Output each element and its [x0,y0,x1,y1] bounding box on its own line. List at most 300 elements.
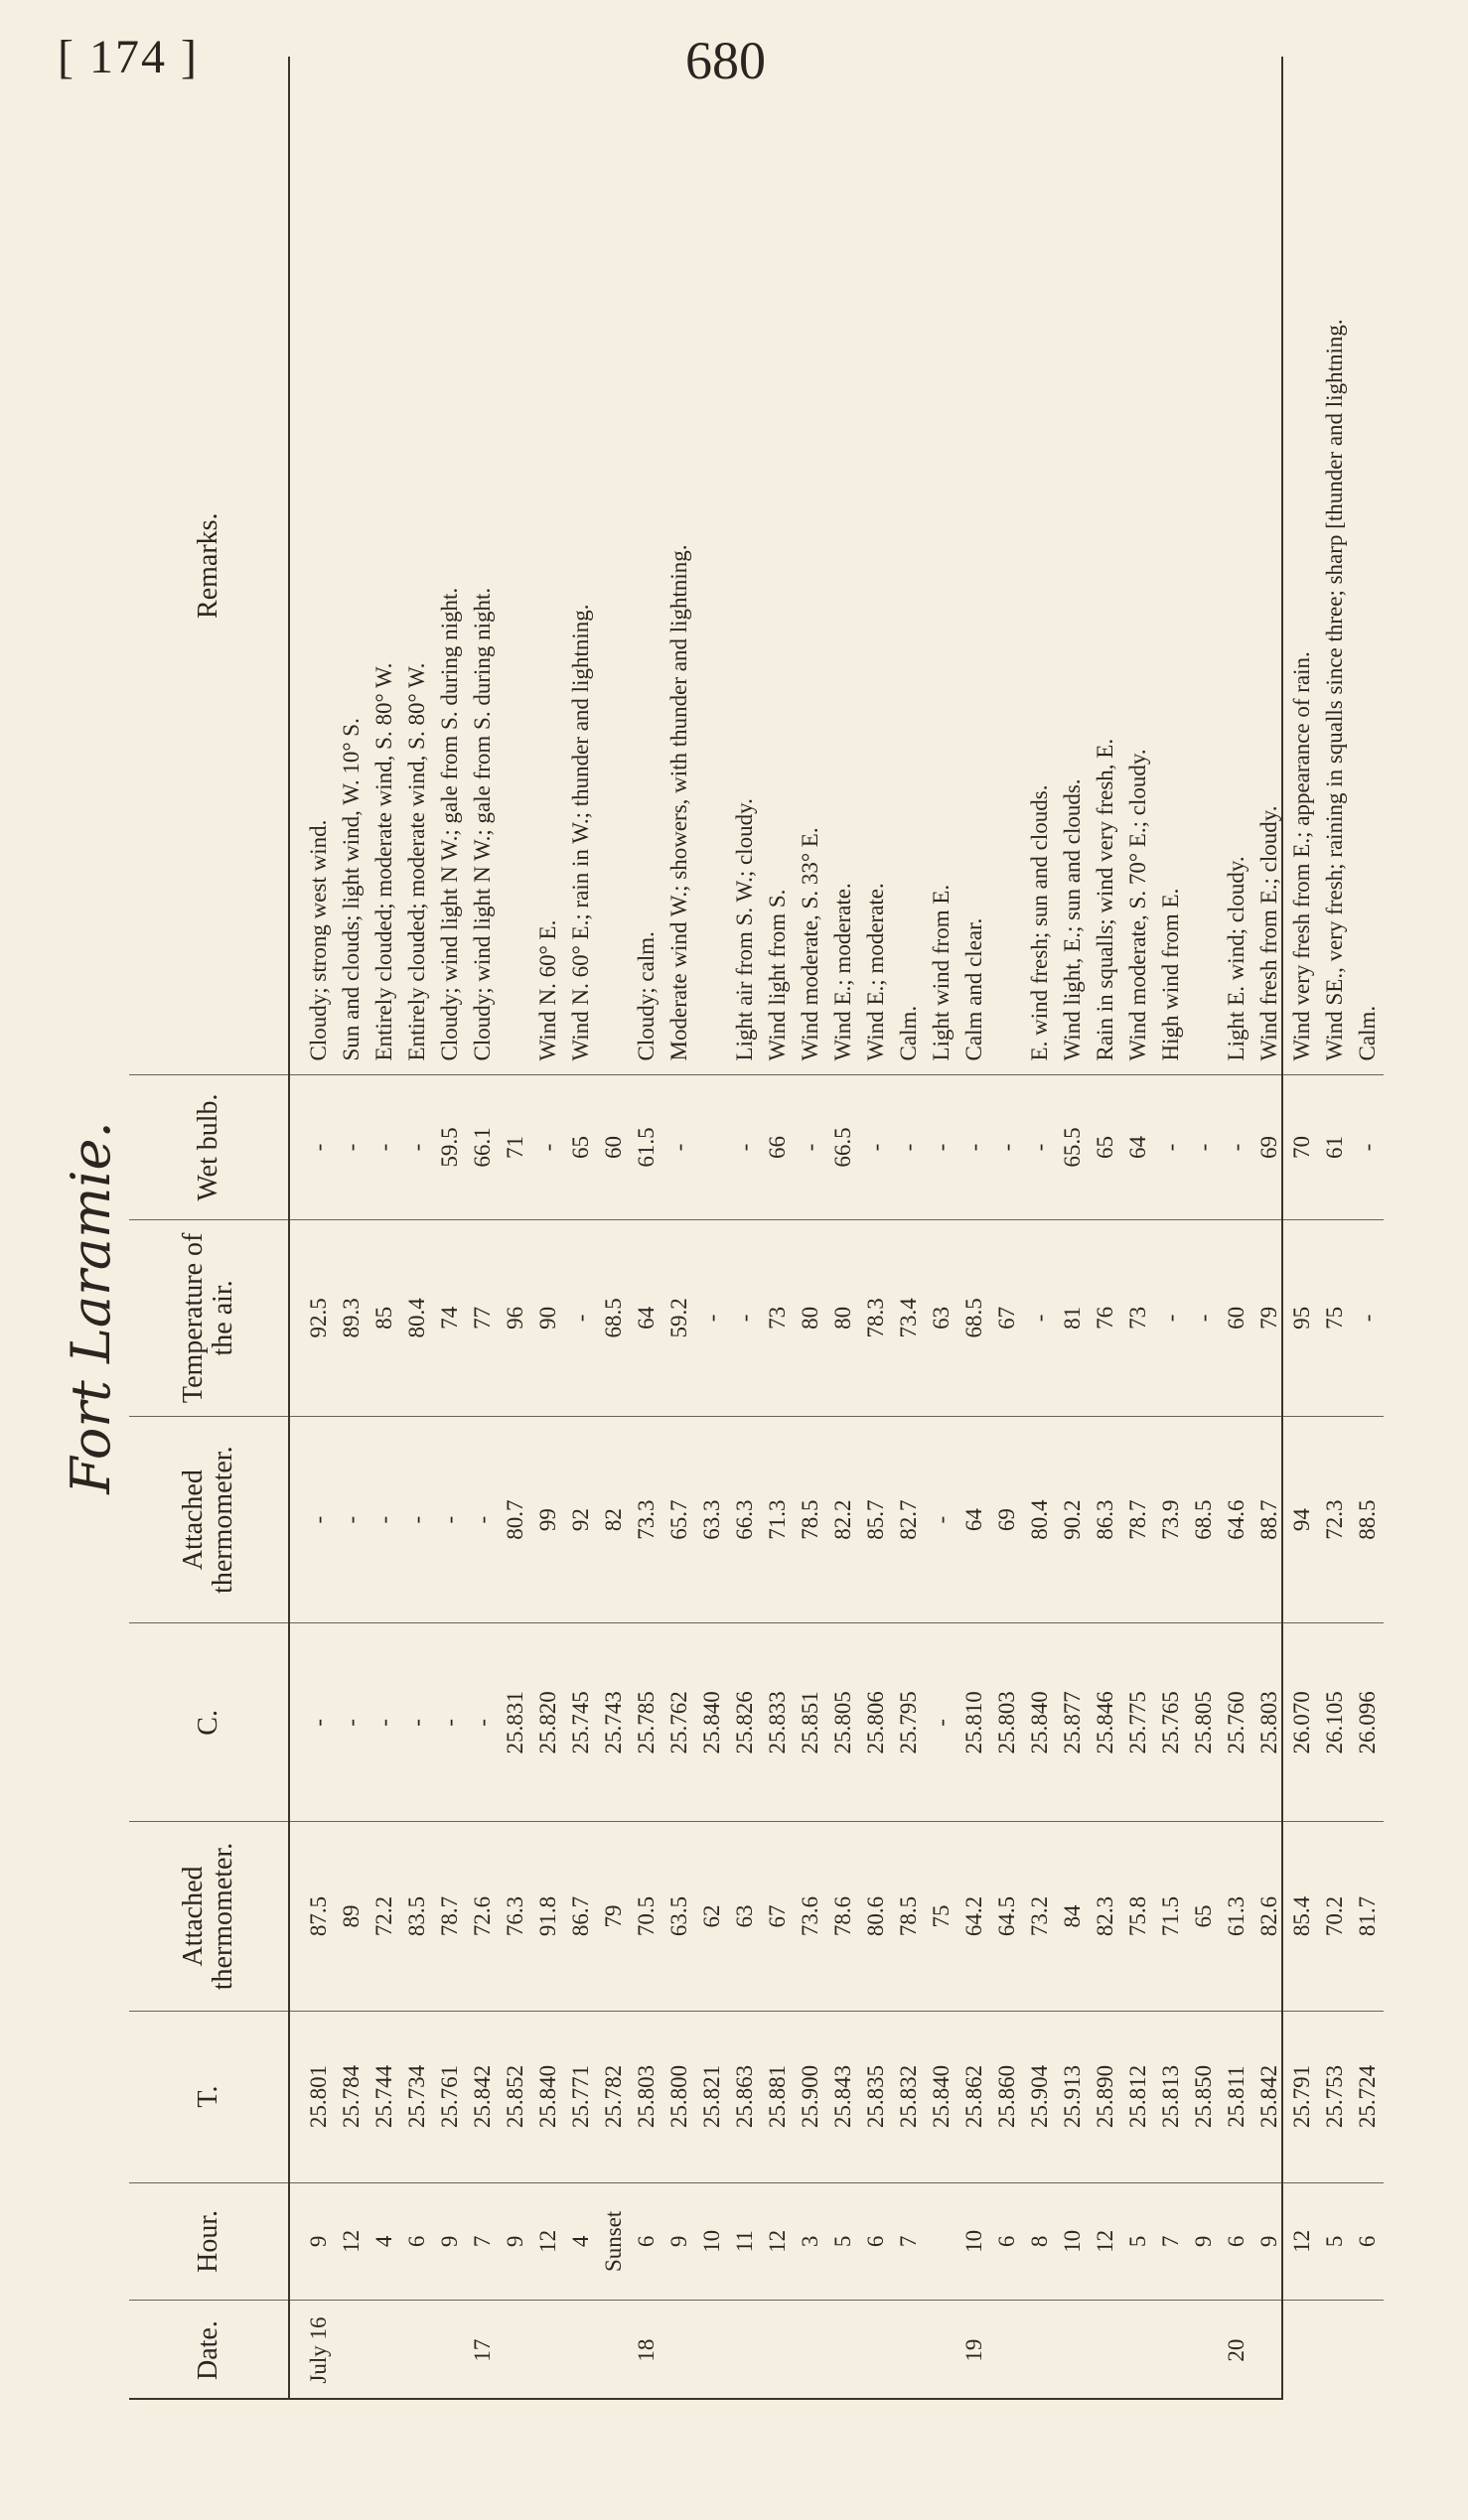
cell [695,1075,728,1219]
cell: 82.6 [1252,1822,1285,2011]
cell [597,2301,630,2400]
table-row [1220,57,1252,2400]
cell: 25.850 [1187,2011,1220,2182]
table-row [1154,57,1187,2400]
cell: 73.3 [630,1417,662,1623]
cell: 71 [499,1075,531,1219]
cell: 86.7 [564,1822,597,2011]
cell: 82.3 [1089,1822,1121,2011]
cell: - [1187,1219,1220,1416]
cell: 67 [761,1822,794,2011]
cell: - [1351,1075,1384,1219]
cell: 19 [961,2338,986,2362]
cell: 25.877 [1056,1623,1089,1822]
cell: - [400,1417,433,1623]
cell: 25.842 [466,2011,499,2182]
cell: 25.840 [1023,1623,1056,1822]
cell: - [1351,1219,1384,1416]
cell: Wind moderate, S. 33° E. [794,57,826,1075]
cell: Wind fresh from E.; cloudy. [1252,57,1285,1075]
cell: - [367,1417,400,1623]
cell: - [335,1075,367,1219]
cell: - [662,1075,695,1219]
cell [564,2301,597,2400]
cell: - [925,1417,957,1623]
cell: 78.7 [1121,1417,1154,1623]
cell: 63.3 [695,1417,728,1623]
cell [990,57,1023,1075]
cell: 25.812 [1121,2011,1154,2182]
cell: 25.840 [925,2011,957,2182]
cell: 69 [990,1417,1023,1623]
cell: Light air from S. W.; cloudy. [728,57,761,1075]
cell: 64 [630,1219,662,1416]
cell: 71.3 [761,1417,794,1623]
cell: - [892,1075,925,1219]
cell: 5 [826,2182,859,2301]
table-row [761,57,794,2400]
cell: 90.2 [1056,1417,1089,1623]
cell: 70 [1285,1075,1318,1219]
cell [1121,2301,1154,2400]
cell: 12 [335,2182,367,2301]
cell [990,2301,1023,2400]
cell: 25.813 [1154,2011,1187,2182]
cell: 82 [597,1417,630,1623]
cell: - [925,1075,957,1219]
cell: 69 [1252,1075,1285,1219]
cell: Cloudy; calm. [630,57,662,1075]
cell [335,2301,367,2400]
cell: 5 [1318,2182,1351,2301]
cell: 12 [531,2182,564,2301]
cell [695,57,728,1075]
cell [367,2301,400,2400]
cell: 6 [990,2182,1023,2301]
cell: 25.806 [859,1623,892,1822]
cell: 92 [564,1417,597,1623]
cell: 72.2 [367,1822,400,2011]
cell: 99 [531,1417,564,1623]
cell: 25.846 [1089,1623,1121,1822]
cell: Sun and clouds; light wind, W. 10° S. [335,57,367,1075]
cell: 25.881 [761,2011,794,2182]
cell: 6 [1351,2182,1384,2301]
cell: 88.5 [1351,1417,1384,1623]
cell: 25.842 [1252,2011,1285,2182]
cell: 66.3 [728,1417,761,1623]
cell: - [400,1623,433,1822]
cell: 61 [1318,1075,1351,1219]
cell: - [925,1623,957,1822]
cell [1285,2301,1318,2400]
cell: 61.3 [1220,1822,1252,2011]
cell: 9 [433,2182,466,2301]
cell: 77 [466,1219,499,1416]
col-temperature-air-header: Temperature of the air. [129,1219,289,1416]
cell [499,57,531,1075]
cell: - [531,1075,564,1219]
cell [1154,2301,1187,2400]
cell: 95 [1285,1219,1318,1416]
cell: - [367,1075,400,1219]
cell: - [1154,1075,1187,1219]
cell: 72.6 [466,1822,499,2011]
cell [925,2301,957,2400]
table-row [1023,57,1056,2400]
cell: 78.7 [433,1822,466,2011]
cell: 80.6 [859,1822,892,2011]
cell: Entirely clouded; moderate wind, S. 80° W. [400,57,433,1075]
cell: 25.840 [695,1623,728,1822]
table-row [400,57,433,2400]
cell: Wind moderate, S. 70° E.; cloudy. [1121,57,1154,1075]
col-attached-thermometer-header: Attached thermometer. [129,1822,289,2011]
table-row [1056,57,1089,2400]
table-row [1089,57,1121,2400]
col-attached-thermometer-2-header: Attached thermometer. [129,1417,289,1623]
cell: - [1187,1075,1220,1219]
cell: 25.835 [859,2011,892,2182]
table-row [597,57,630,2400]
cell: - [400,1075,433,1219]
cell: 25.734 [400,2011,433,2182]
cell: 73.9 [1154,1417,1187,1623]
cell [1056,2301,1089,2400]
cell: Light wind from E. [925,57,957,1075]
table-row [367,57,400,2400]
cell: - [1023,1075,1056,1219]
cell: Wind N. 60° E. [531,57,564,1075]
cell: 75 [1318,1219,1351,1416]
cell: 63.5 [662,1822,695,2011]
cell: 74 [433,1219,466,1416]
table-row [957,57,990,2400]
cell: 7 [1154,2182,1187,2301]
cell: 85 [367,1219,400,1416]
cell: - [990,1075,1023,1219]
cell: - [433,1417,466,1623]
table-row [1285,57,1318,2400]
cell: - [289,1075,335,1219]
cell [826,2301,859,2400]
cell: 79 [1252,1219,1285,1416]
cell: 67 [990,1219,1023,1416]
table-row [335,57,367,2400]
cell: Wind E.; moderate. [826,57,859,1075]
cell: Cloudy; strong west wind. [289,57,335,1075]
cell [859,2301,892,2400]
cell: 25.860 [990,2011,1023,2182]
cell: 81 [1056,1219,1089,1416]
cell: 66 [761,1075,794,1219]
cell: 25.795 [892,1623,925,1822]
cell: 65 [564,1075,597,1219]
cell: Cloudy; wind light N W.; gale from S. during night. [433,57,466,1075]
table-row [289,57,335,2400]
table-row [925,57,957,2400]
table-row [892,57,925,2400]
cell: 25.821 [695,2011,728,2182]
cell: 25.745 [564,1623,597,1822]
cell: 89.3 [335,1219,367,1416]
col-wet-bulb-header: Wet bulb. [129,1075,289,1219]
cell: 60 [1220,1219,1252,1416]
cell: - [564,1219,597,1416]
cell: 88.7 [1252,1417,1285,1623]
cell: Sunset [597,2182,630,2301]
cell [531,2301,564,2400]
cell: 25.801 [289,2011,335,2182]
cell: 25.803 [1252,1623,1285,1822]
cell: 12 [1089,2182,1121,2301]
cell [1187,57,1220,1075]
table-row [1187,57,1220,2400]
table-row [1121,57,1154,2400]
cell: 78.6 [826,1822,859,2011]
cell: 81.7 [1351,1822,1384,2011]
cell: 63 [925,1219,957,1416]
cell: 25.863 [728,2011,761,2182]
handwritten-page-number: 680 [685,31,766,90]
cell: 25.913 [1056,2011,1089,2182]
table-row [433,57,466,2400]
cell: 90 [531,1219,564,1416]
cell: 18 [634,2338,659,2362]
cell: 65.5 [1056,1075,1089,1219]
page-number: [ 174 ] [58,31,199,83]
cell [761,2301,794,2400]
cell: 84 [1056,1822,1089,2011]
cell: 68.5 [957,1219,990,1416]
cell: 6 [400,2182,433,2301]
cell [433,2301,466,2400]
cell: 70.2 [1318,1822,1351,2011]
cell: 25.762 [662,1623,695,1822]
table-row [826,57,859,2400]
cell: 78.5 [794,1417,826,1623]
cell: Wind N. 60° E.; rain in W.; thunder and lightning. [564,57,597,1075]
cell: Wind light, E.; sun and clouds. [1056,57,1089,1075]
cell: 25.811 [1220,2011,1252,2182]
cell: 25.832 [892,2011,925,2182]
cell: 4 [367,2182,400,2301]
col-date-header: Date. [129,2301,289,2400]
cell: 80 [794,1219,826,1416]
cell: 75 [925,1822,957,2011]
cell: 9 [662,2182,695,2301]
cell: 25.900 [794,2011,826,2182]
cell: 59.5 [433,1075,466,1219]
cell: 92.5 [289,1219,335,1416]
cell: 25.803 [630,2011,662,2182]
cell: 25.785 [630,1623,662,1822]
cell: 25.810 [957,1623,990,1822]
cell: Light E. wind; cloudy. [1220,57,1252,1075]
cell: 9 [1252,2182,1285,2301]
cell: Calm. [1351,57,1384,1075]
cell: 75.8 [1121,1822,1154,2011]
table-title: Fort Laramie. [60,1121,122,1494]
cell: 64.6 [1220,1417,1252,1623]
cell: 25.784 [335,2011,367,2182]
cell: 71.5 [1154,1822,1187,2011]
cell: 80.7 [499,1417,531,1623]
cell: 86.3 [1089,1417,1121,1623]
cell [925,2182,957,2301]
cell: 64 [1121,1075,1154,1219]
cell: 85.7 [859,1417,892,1623]
cell: 66.1 [466,1075,499,1219]
cell: 70.5 [630,1822,662,2011]
cell: 17 [470,2338,495,2362]
cell: Wind E.; moderate. [859,57,892,1075]
observation-table [129,57,1384,2400]
cell: 73 [1121,1219,1154,1416]
cell: - [289,1417,335,1623]
table-body [289,57,1384,2400]
cell: 82.7 [892,1417,925,1623]
cell: 83.5 [400,1822,433,2011]
cell [794,2301,826,2400]
cell: 26.070 [1285,1623,1318,1822]
table-row [695,57,728,2400]
cell: - [957,1075,990,1219]
cell: 76.3 [499,1822,531,2011]
cell: 25.862 [957,2011,990,2182]
cell: 66.5 [826,1075,859,1219]
cell: 62 [695,1822,728,2011]
table-row [531,57,564,2400]
table-row [499,57,531,2400]
cell [1187,2301,1220,2400]
cell: 25.890 [1089,2011,1121,2182]
cell: 25.760 [1220,1623,1252,1822]
cell: 26.105 [1318,1623,1351,1822]
cell: 5 [1121,2182,1154,2301]
cell: 73 [761,1219,794,1416]
cell: 10 [957,2182,990,2301]
cell: 79 [597,1822,630,2011]
cell: - [1154,1219,1187,1416]
cell [1023,2301,1056,2400]
cell: 76 [1089,1219,1121,1416]
cell: 26.096 [1351,1623,1384,1822]
cell: July 16 [306,2316,331,2384]
cell: E. wind fresh; sun and clouds. [1023,57,1056,1075]
table-row [1351,57,1384,2400]
col-remarks-header: Remarks. [129,57,289,1075]
cell: 68.5 [597,1219,630,1416]
cell: Calm and clear. [957,57,990,1075]
cell: 6 [859,2182,892,2301]
cell [499,2301,531,2400]
cell: 91.8 [531,1822,564,2011]
cell: 25.831 [499,1623,531,1822]
cell: 11 [728,2182,761,2301]
cell: - [367,1623,400,1822]
cell: - [859,1075,892,1219]
cell [597,57,630,1075]
cell: 9 [1187,2182,1220,2301]
cell: Wind light from S. [761,57,794,1075]
cell [1351,2301,1384,2400]
cell [892,2301,925,2400]
cell: 94 [1285,1417,1318,1623]
table-row [564,57,597,2400]
cell: 59.2 [662,1219,695,1416]
cell: 80 [826,1219,859,1416]
cell: - [466,1417,499,1623]
cell: 10 [1056,2182,1089,2301]
cell: Wind SE., very fresh; raining in squalls since three; sharp [thunder and lightning. [1318,57,1351,1075]
cell: 7 [892,2182,925,2301]
cell: 78.5 [892,1822,925,2011]
cell: - [1023,1219,1056,1416]
cell: 89 [335,1822,367,2011]
cell: 85.4 [1285,1822,1318,2011]
cell: 25.775 [1121,1623,1154,1822]
cell: 9 [289,2182,335,2301]
col-c-header: C. [129,1623,289,1822]
cell: 65 [1187,1822,1220,2011]
cell: 9 [499,2182,531,2301]
cell: - [466,1623,499,1822]
cell: 6 [630,2182,662,2301]
cell: - [335,1623,367,1822]
cell: 87.5 [289,1822,335,2011]
cell: 78.3 [859,1219,892,1416]
cell: 73.2 [1023,1822,1056,2011]
cell: 7 [466,2182,499,2301]
cell: 73.4 [892,1219,925,1416]
cell: 25.820 [531,1623,564,1822]
header-row [129,57,289,2400]
cell: 12 [761,2182,794,2301]
cell: 64.5 [990,1822,1023,2011]
table-bottom-rule [1281,57,1283,2400]
cell: 25.724 [1351,2011,1384,2182]
cell: 25.803 [990,1623,1023,1822]
cell: 25.826 [728,1623,761,1822]
cell: Cloudy; wind light N W.; gale from S. during night. [466,57,499,1075]
cell: 25.833 [761,1623,794,1822]
cell [662,2301,695,2400]
cell: 3 [794,2182,826,2301]
cell: 25.851 [794,1623,826,1822]
cell: 60 [597,1075,630,1219]
cell: 8 [1023,2182,1056,2301]
cell [728,2301,761,2400]
table-row [794,57,826,2400]
col-t-header: T. [129,2011,289,2182]
table-row [466,57,499,2400]
cell: 20 [1224,2338,1248,2362]
cell: 25.904 [1023,2011,1056,2182]
cell: - [728,1219,761,1416]
table-row [630,57,662,2400]
cell [1318,2301,1351,2400]
cell: Calm. [892,57,925,1075]
cell: 65 [1089,1075,1121,1219]
cell: 25.765 [1154,1623,1187,1822]
cell: 12 [1285,2182,1318,2301]
cell [695,2301,728,2400]
cell: 65.7 [662,1417,695,1623]
cell: - [728,1075,761,1219]
cell: 72.3 [1318,1417,1351,1623]
cell: 25.840 [531,2011,564,2182]
